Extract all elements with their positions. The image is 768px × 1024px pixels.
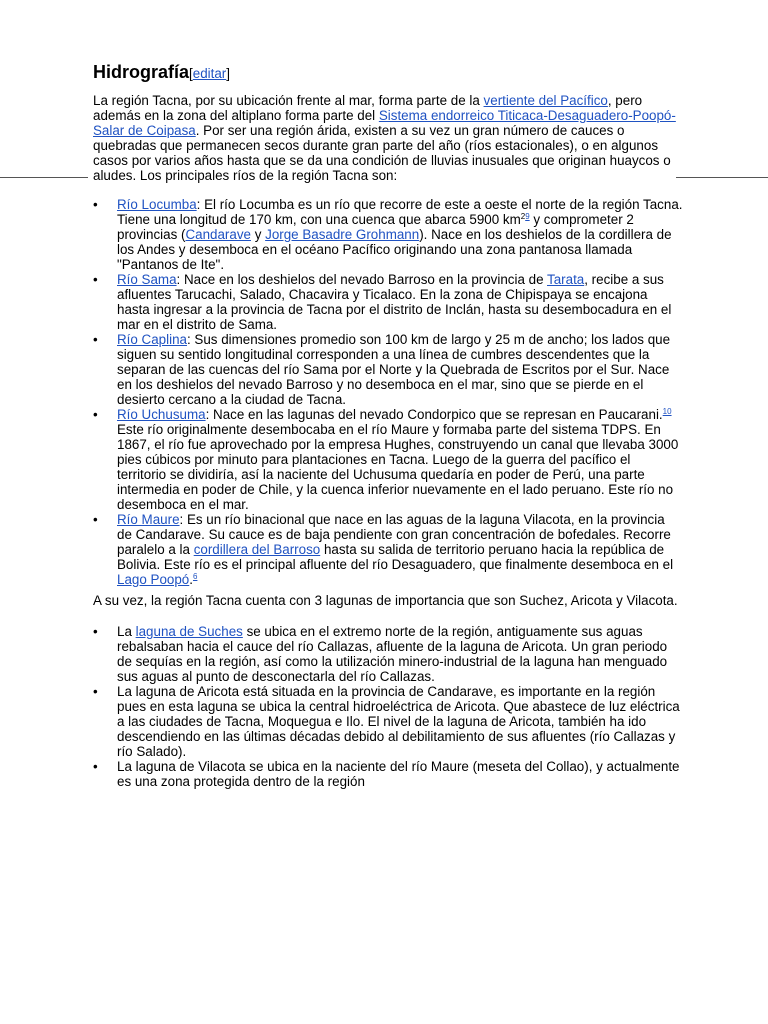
link-tarata[interactable]: Tarata — [547, 272, 585, 287]
rivers-list — [93, 197, 683, 587]
lakes-intro-paragraph: A su vez, la región Tacna cuenta con 3 lagunas de importancia que son Suchez, Aricota y Vilacota. — [93, 593, 678, 608]
maure-text-2: hasta su salida de territorio peruano hacia la república de Bolivia. Este río es el principal afluente del río Desaguadero, que finalmente desemboca en el — [117, 542, 674, 572]
link-rio-maure[interactable]: Río Maure — [117, 512, 180, 527]
link-sistema-endorreico[interactable]: Sistema endorreico Titicaca-Desaguadero-Poopó-Salar de Coipasa — [93, 108, 676, 138]
uchusuma-text-2: Este río originalmente desembocaba en el río Maure y formaba parte del sistema TDPS. En 1867, el río fue aprovechado por la empresa Hughes, construyendo un canal que llevaba 3000 pies cúbicos por minuto para plantaciones en Tacna. Luego de la guerra del pacífico el territorio se dividiría, así la naciente del Uchusuma quedaría en poder de Perú, una parte intermedia en poder de Chile, y la cuenca inferior nuevamente en el lado peruano. Este río no desemboca en el mar. — [117, 422, 679, 512]
sama-text-2: , recibe a sus afluentes Tarucachi, Salado, Chacavira y Ticalaco. En la zona de Chipispaya se encajona hasta ingresar a la provincia de Tacna por el distrito de Inclán, hasta su desembocadura en el mar en el distrito de Sama. — [117, 272, 672, 332]
locumba-text-2: y comprometer 2 provincias ( — [117, 212, 634, 242]
locumba-text-3: y — [250, 227, 266, 242]
link-rio-sama[interactable]: Río Sama — [117, 272, 177, 287]
edit-bracket-close: ] — [226, 66, 230, 81]
list-item-rio-uchusuma — [93, 407, 683, 512]
article-content — [93, 60, 683, 789]
intro-text-1: La región Tacna, por su ubicación frente al mar, forma parte de la — [93, 93, 484, 108]
list-item-laguna-aricota: • La laguna de Aricota está situada en la provincia de Candarave, es importante en la región pues en esta laguna se ubica la central hidroeléctrica de Aricota. Que abastece de luz eléctrica a las ciudades de Tacna, Moquegua e Ilo. El nivel de la laguna de Aricota, también ha ido descendiendo en las últimas décadas debido al debilitamiento de sus afluentes (río Callazas y río Salado). — [93, 684, 683, 759]
intro-text-3: . Por ser una región árida, existen a su vez un gran número de cauces o quebradas que permanecen secos durante gran parte del año (ríos estacionales), o en algunos casos por varios años hasta que se da una condición de lluvias inusuales que originan huaycos o aludes. Los principales ríos de la región Tacna son: — [93, 123, 671, 183]
locumba-text-4: ). Nace en los deshielos de la cordillera de los Andes y desemboca en el océano Pacífico originando una zona pantanosa llamada "Pantanos de Ite". — [117, 227, 672, 272]
link-rio-locumba[interactable]: Río Locumba — [117, 197, 197, 212]
uchusuma-text-1: : Nace en las lagunas del nevado Condorpico que se represan en Paucarani. — [205, 407, 663, 422]
link-lago-poopo[interactable]: Lago Poopó — [117, 572, 190, 587]
maure-text-1: : Es un río binacional que nace en las aguas de la laguna Vilacota, en la provincia de Candarave. Su cauce es de baja pendiente con gran concentración de bofedales. Recorre paralelo a la — [117, 512, 671, 557]
link-rio-uchusuma[interactable]: Río Uchusuma — [117, 407, 206, 422]
list-item-laguna-vilacota: • La laguna de Vilacota se ubica en la naciente del río Maure (meseta del Collao), y actualmente es una zona protegida dentro de la región — [93, 759, 683, 789]
ref-6-link[interactable]: 6 — [192, 572, 198, 581]
superscript-2: 2 — [520, 212, 526, 221]
list-item-laguna-suches — [93, 624, 683, 684]
intro-text-2: , pero además en la zona del altiplano forma parte del — [93, 93, 643, 123]
sama-text-1: : Nace en los deshielos del nevado Barroso en la provincia de — [176, 272, 548, 287]
section-heading — [93, 60, 683, 86]
list-item-rio-caplina — [93, 332, 683, 407]
link-jorge-basadre-grohmann[interactable]: Jorge Basadre Grohmann — [265, 227, 420, 242]
link-cordillera-del-barroso[interactable]: cordillera del Barroso — [193, 542, 321, 557]
lakes-list — [93, 624, 683, 789]
link-vertiente-pacifico[interactable]: vertiente del Pacífico — [483, 93, 608, 108]
suches-text-2: se ubica en el extremo norte de la región, antiguamente sus aguas rebalsaban hacia el cauce del río Callazas, afluente de la laguna de Aricota. Un gran periodo de sequías en la región, así como la utilización minero-industrial de la laguna han menguado sus aguas al punto de desconectarla del río Callazas. — [117, 624, 668, 684]
ref-10-link[interactable]: 10 — [662, 407, 672, 416]
link-candarave[interactable]: Candarave — [185, 227, 251, 242]
suches-text-1: La — [117, 624, 136, 639]
list-item-rio-locumba — [93, 197, 683, 272]
link-rio-caplina[interactable]: Río Caplina — [117, 332, 187, 347]
list-item-rio-sama — [93, 272, 683, 332]
locumba-text-1: : El río Locumba es un río que recorre de este a oeste el norte de la región Tacna. Tiene una longitud de 170 km, con una cuenca que abarca 5900 km — [117, 197, 683, 227]
page-divider-left — [0, 177, 88, 178]
intro-paragraph — [93, 93, 683, 183]
link-laguna-de-suches[interactable]: laguna de Suches — [135, 624, 243, 639]
page-divider-right — [676, 177, 768, 178]
edit-bracket-open: [ — [189, 66, 193, 81]
edit-link[interactable]: editar — [192, 66, 227, 81]
list-item-rio-maure — [93, 512, 683, 587]
ref-9-link[interactable]: 9 — [525, 212, 530, 221]
maure-text-3: . — [189, 572, 193, 587]
caplina-text-1: : Sus dimensiones promedio son 100 km de largo y 25 m de ancho; los lados que siguen su sentido longitudinal corresponden a una línea de cumbres descendentes que la separan de las cuencas del río Sama por el Norte y la Quebrada de Escritos por el Sur. Nace en los deshielos del nevado Barroso y no desemboca en el mar, sino que se pierde en el desierto cercano a la ciudad de Tacna. — [117, 332, 671, 407]
section-title: Hidrografía — [93, 62, 190, 82]
